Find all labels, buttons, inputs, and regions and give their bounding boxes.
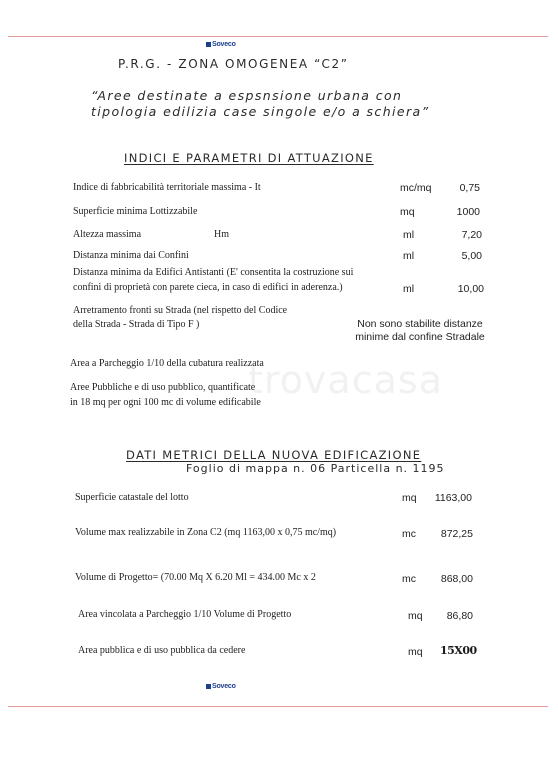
parcheggio-note: Area a Parcheggio 1/10 della cubatura realizzata — [70, 358, 264, 369]
brand-logo-top — [206, 41, 236, 48]
logo-icon — [206, 42, 211, 47]
aree-pubbliche-line-1: Aree Pubbliche e di uso pubblico, quantificate — [70, 382, 256, 393]
brand-logo-bottom — [206, 683, 236, 690]
row-label-extra: Hm — [214, 229, 229, 240]
row-value: 86,80 — [446, 610, 473, 622]
section-subheading-dati: Foglio di mappa n. 06 Particella n. 1195 — [186, 462, 445, 475]
arretramento-line-1: Arretramento fronti su Strada (nel rispetto del Codice — [73, 305, 288, 316]
row-value: 10,00 — [457, 283, 484, 295]
arretramento-note-1: Non sono stabilite distanze — [357, 318, 483, 330]
row-value: 5,00 — [461, 250, 482, 262]
aree-pubbliche-line-2: in 18 mq per ogni 100 mc di volume edificabile — [70, 397, 261, 408]
row-unit: ml — [403, 250, 415, 262]
row-label: Distanza minima da Edifici Antistanti (E' consentita la costruzione sui — [73, 267, 354, 278]
row-label: Superficie catastale del lotto — [75, 492, 189, 503]
row-unit: mc/mq — [400, 182, 432, 194]
row-label: Volume di Progetto= (70.00 Mq X 6.20 Ml = 434.00 Mc x 2 — [75, 572, 316, 583]
row-unit: mq — [408, 646, 423, 658]
row-value: 868,00 — [440, 573, 473, 585]
row-label: Superficie minima Lottizzabile — [73, 206, 198, 217]
top-rule — [8, 36, 548, 37]
row-unit: mc — [402, 528, 416, 540]
row-unit: mq — [402, 492, 417, 504]
row-label: Volume max realizzabile in Zona C2 (mq 1163,00 x 0,75 mc/mq) — [75, 527, 337, 538]
logo-icon — [206, 684, 211, 689]
handwritten-value: 15X00 — [440, 644, 477, 657]
row-label: Indice di fabbricabilità territoriale massima - It — [73, 182, 261, 193]
row-value: 0,75 — [459, 182, 480, 194]
logo-text: Soveco — [212, 683, 236, 690]
row-label-line-2: confini di proprietà con parete cieca, in caso di edifici in aderenza.) — [73, 282, 343, 293]
row-unit: ml — [403, 283, 415, 295]
watermark: trovacasa — [248, 358, 443, 402]
row-value: 1000 — [456, 206, 480, 218]
row-label: Area pubblica e di uso pubblica da cedere — [78, 645, 246, 656]
bottom-rule — [8, 706, 548, 707]
row-label: Altezza massima — [73, 229, 142, 240]
section-heading-dati: DATI METRICI DELLA NUOVA EDIFICAZIONE — [126, 448, 422, 462]
arretramento-line-2: della Strada - Strada di Tipo F ) — [73, 319, 200, 330]
logo-text: Soveco — [212, 41, 236, 48]
row-unit: mq — [408, 610, 423, 622]
subtitle-line-2: tipologia edilizia case singole e/o a schiera” — [91, 104, 430, 119]
subtitle-line-1: “Aree destinate a espsnsione urbana con — [91, 88, 403, 103]
row-label: Area vincolata a Parcheggio 1/10 Volume di Progetto — [78, 609, 292, 620]
row-value: 1163,00 — [434, 492, 472, 504]
row-value: 7,20 — [461, 229, 482, 241]
row-unit: mc — [402, 573, 416, 585]
arretramento-note-2: minime dal confine Stradale — [355, 331, 485, 343]
row-value: 872,25 — [440, 528, 473, 540]
row-unit: mq — [400, 206, 415, 218]
section-heading-indici: INDICI E PARAMETRI DI ATTUAZIONE — [124, 151, 374, 165]
page-title: P.R.G. - ZONA OMOGENEA “C2” — [118, 57, 349, 71]
row-label: Distanza minima dai Confini — [73, 250, 189, 261]
row-unit: ml — [403, 229, 415, 241]
